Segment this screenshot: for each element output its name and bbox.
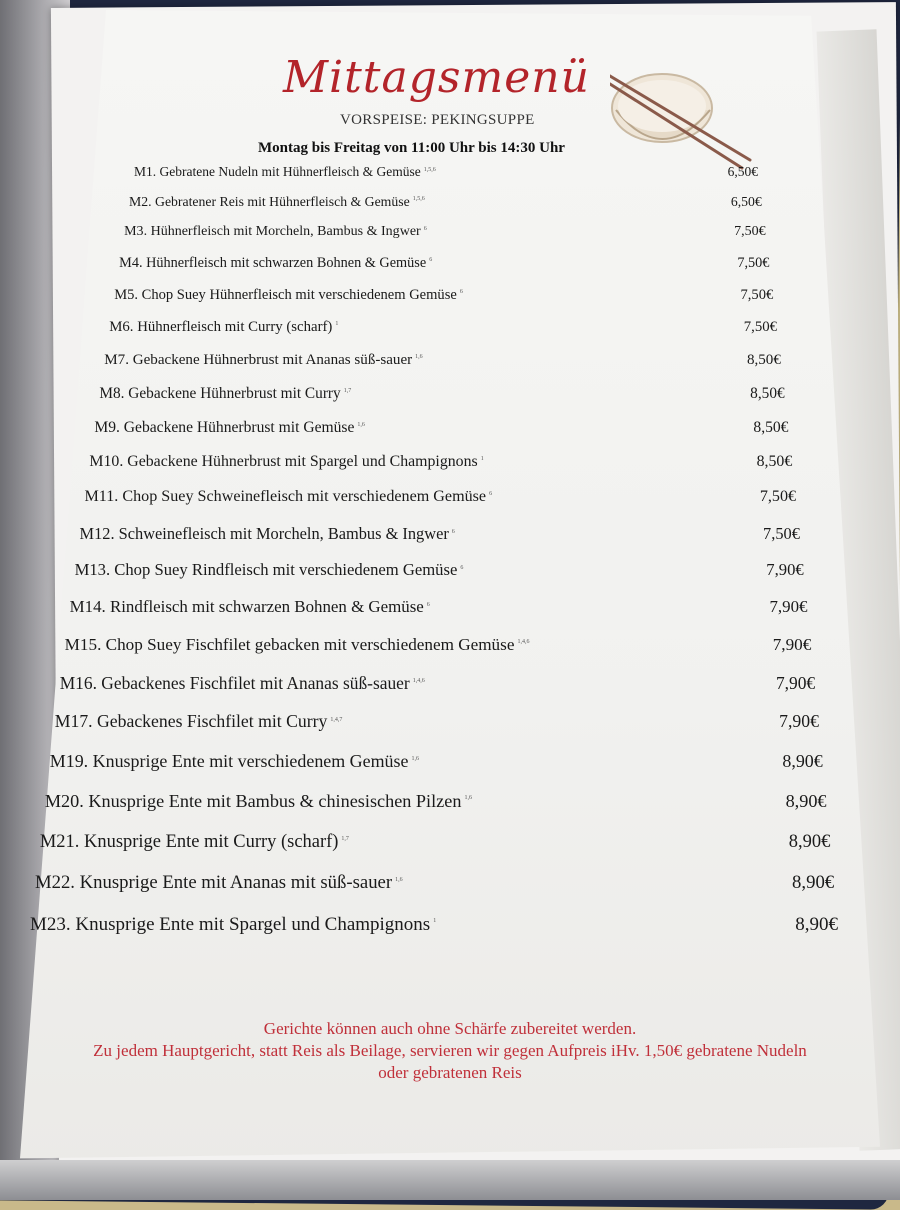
menu-item-allergen-note: 1,4,7 [330,716,343,723]
menu-hours: Montag bis Freitag von 11:00 Uhr bis 14:30 Uhr [258,140,565,156]
menu-item-allergen-note: 1,7 [341,835,349,842]
menu-item [80,524,800,544]
menu-item-name: M1. Gebratene Nudeln mit Hühnerfleisch & Gemüse [134,164,421,179]
menu-item-allergen-note: 1 [335,320,339,327]
menu-item-price: 7,50€ [743,318,778,335]
menu-item-price: 7,50€ [734,224,766,240]
menu-item-allergen-note: 6 [460,564,464,571]
menu-item-price: 7,50€ [737,255,770,272]
menu-item [84,488,796,506]
footer-note-spicy: Gerichte können auch ohne Schärfe zubereitet werden. [263,1019,637,1038]
menu-item-allergen-note: 6 [459,288,463,295]
menu-item-allergen-note: 1,6 [415,353,423,360]
menu-item-allergen-note: 6 [429,257,433,264]
menu-item [114,287,773,304]
menu-item-name: M14. Rindfleisch mit schwarzen Bohnen & Gemüse [69,597,424,617]
menu-item-price: 8,50€ [746,351,781,368]
menu-item-name: M12. Schweinefleisch mit Morcheln, Bambus & Ingwer [79,524,449,544]
menu-item-allergen-note: 1,6 [357,421,365,428]
menu-item [129,194,762,210]
menu-item-allergen-note: 1 [480,456,484,463]
menu-item [70,597,808,617]
menu-item-price: 8,90€ [792,871,835,893]
menu-title: Mittagsmenü [283,52,590,103]
menu-item-name: M13. Chop Suey Rindfleisch mit verschiedenem Gemüse [74,560,458,580]
menu-item [134,164,758,180]
menu-item-name: M7. Gebackene Hühnerbrust mit Ananas süß-sauer [104,351,413,368]
menu-item-name: M3. Hühnerfleisch mit Morcheln, Bambus & Ingwer [124,224,421,240]
menu-item-price: 7,90€ [772,634,812,654]
menu-item [124,224,766,240]
menu-item-price: 8,90€ [785,790,827,811]
menu-item [50,751,823,772]
menu-item-price: 7,90€ [775,672,816,693]
menu-item-name: M8. Gebackene Hühnerbrust mit Curry [99,384,341,402]
menu-item-name: M11. Chop Suey Schweinefleisch mit verschiedenem Gemüse [84,488,487,506]
menu-item-price: 7,50€ [759,488,797,506]
menu-item-price: 7,90€ [779,711,819,732]
menu-item [119,255,769,272]
menu-item [40,831,830,852]
footer-note-side-dish: Zu jedem Hauptgericht, statt Reis als Beilage, servieren wir gegen Aufpreis iHv. 1,50€ gebratene Nudeln [93,1041,807,1060]
menu-item [30,914,838,936]
menu-item-name: M22. Knusprige Ente mit Ananas mit süß-sauer [34,871,393,893]
menu-item-name: M9. Gebackene Hühnerbrust mit Gemüse [94,418,355,436]
menu-item [109,319,777,336]
menu-item-price: 7,90€ [766,560,804,580]
menu-item-price: 8,90€ [788,830,831,851]
menu-item-allergen-note: 6 [451,528,455,535]
menu-item-price: 8,50€ [756,453,793,471]
menu-item [99,385,784,403]
menu-item [65,635,812,655]
menu-item-name: M23. Knusprige Ente mit Spargel und Champignons [30,913,431,935]
footer-note-side-dish-cont: oder gebratenen Reis [378,1063,522,1082]
menu-item-price: 7,90€ [769,597,808,617]
menu-item [94,419,788,437]
menu-item-allergen-note: 1 [433,918,437,925]
menu-item [104,352,781,369]
menu-item-allergen-note: 6 [489,491,493,498]
menu-item-name: M20. Knusprige Ente mit Bambus & chinesischen Pilzen [44,790,462,811]
menu-item-name: M6. Hühnerfleisch mit Curry (scharf) [109,318,333,335]
menu-item-price: 6,50€ [730,193,762,209]
menu-item-name: M21. Knusprige Ente mit Curry (scharf) [39,830,339,851]
menu-item [35,872,834,894]
menu-item-allergen-note: 1,7 [343,387,352,394]
menu-item [60,673,815,694]
menu-item-name: M16. Gebackenes Fischfilet mit Ananas süß-sauer [59,672,410,693]
menu-item-price: 7,50€ [763,524,800,544]
menu-item-allergen-note: 1,5,6 [412,196,425,203]
menu-item-price: 8,90€ [782,750,823,771]
menu-item-name: M5. Chop Suey Hühnerfleisch mit verschiedenem Gemüse [114,286,457,303]
menu-item-name: M2. Gebratener Reis mit Hühnerfleisch & Gemüse [129,193,410,209]
menu-item [89,453,792,471]
menu-item [55,711,819,732]
menu-item-allergen-note: 1,5,6 [423,166,436,173]
menu-item-name: M4. Hühnerfleisch mit schwarzen Bohnen & Gemüse [119,255,427,272]
menu-item-allergen-note: 1,4,6 [517,639,530,646]
menu-item-price: 8,90€ [795,913,838,935]
menu-item-name: M19. Knusprige Ente mit verschiedenem Gemüse [49,750,409,771]
menu-item-allergen-note: 6 [423,225,427,232]
menu-item-allergen-note: 6 [426,601,430,608]
menu-item-price: 8,50€ [750,384,785,402]
menu-item-allergen-note: 1,6 [411,755,419,762]
menu-item-name: M15. Chop Suey Fischfilet gebacken mit verschiedenem Gemüse [64,634,515,654]
menu-item-price: 8,50€ [753,418,789,436]
menu-item-price: 6,50€ [727,164,758,179]
menu-subtitle: VORSPEISE: PEKINGSUPPE [340,112,535,128]
menu-item [75,560,804,580]
menu-item-name: M17. Gebackenes Fischfilet mit Curry [54,711,328,732]
menu-item-price: 7,50€ [740,286,774,303]
menu-item-allergen-note: 1,4,6 [412,678,425,685]
menu-item [45,791,827,812]
menu-item-name: M10. Gebackene Hühnerbrust mit Spargel und Champignons [89,453,478,471]
menu-item-allergen-note: 1,6 [395,876,403,883]
menu-item-allergen-note: 1,6 [464,795,472,802]
menu-footer-notes [0,1018,900,1084]
